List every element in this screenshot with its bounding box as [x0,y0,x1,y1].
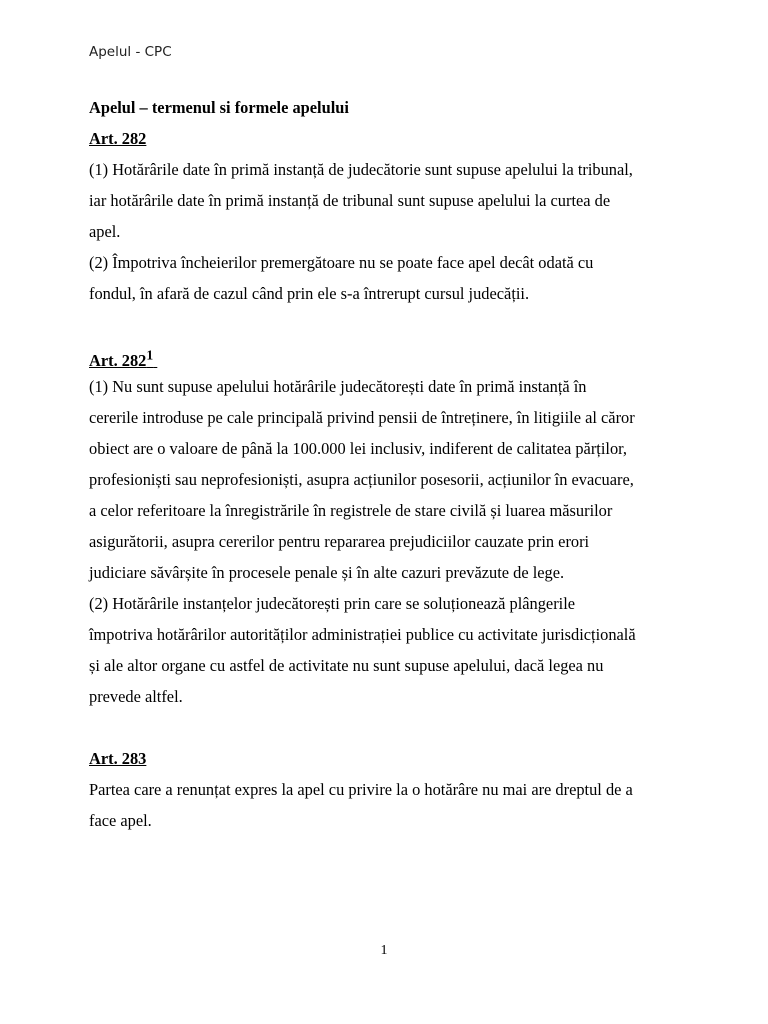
article-text-line: face apel. [89,811,152,830]
article-heading-superscript: 1 [146,348,154,363]
article-text-line: (2) Împotriva încheierilor premergătoare nu se poate face apel decât odată cu [89,253,594,272]
article-text-line: și ale altor organe cu astfel de activitate nu sunt supuse apelului, dacă legea nu [89,656,604,675]
paragraph-spacer [89,712,689,743]
document-title: Apelul – termenul si formele apelului [89,98,349,117]
article-text-line: prevede altfel. [89,687,183,706]
paragraph-spacer [89,309,689,340]
article-heading-text: Art. 282 [89,351,147,371]
article-text-line: Partea care a renunțat expres la apel cu privire la o hotărâre nu mai are dreptul de a [89,780,633,799]
document-body [89,92,689,836]
page-number: 1 [380,943,388,958]
article-heading [89,348,157,371]
article-heading: Art. 282 [89,129,147,148]
page-header: Apelul - CPC [89,44,172,60]
article-heading: Art. 283 [89,749,147,768]
article-text-line: obiect are o valoare de până la 100.000 lei inclusiv, indiferent de calitatea părților, [89,439,628,458]
article-text-line: profesioniști sau neprofesioniști, asupra acțiunilor posesorii, acțiunilor în evacuare, [89,470,634,489]
article-text-line: apel. [89,222,121,241]
article-text-line: fondul, în afară de cazul când prin ele s-a întrerupt cursul judecății. [89,284,530,303]
article-283 [89,743,689,774]
article-text-line: împotriva hotărârilor autorităților administrației publice cu activitate jurisdicțională [89,625,636,644]
article-text-line: (2) Hotărârile instanțelor judecătorești prin care se soluționează plângerile [89,594,576,613]
article-text-line: a celor referitoare la înregistrările în registrele de stare civilă și luarea măsurilor [89,501,613,520]
article-text-line: cererile introduse pe cale principală privind pensii de întreținere, în litigiile al căror [89,408,635,427]
article-text-line: iar hotărârile date în primă instanță de tribunal sunt supuse apelului la curtea de [89,191,611,210]
article-text-line: (1) Nu sunt supuse apelului hotărârile judecătorești date în primă instanță în [89,377,587,396]
article-text-line: (1) Hotărârile date în primă instanță de judecătorie sunt supuse apelului la tribunal, [89,160,633,179]
article-text-line: asigurătorii, asupra cererilor pentru repararea prejudiciilor cauzate prin erori [89,532,590,551]
article-text-line: judiciare săvârșite în procesele penale și în alte cazuri prevăzute de lege. [89,563,565,582]
article-282-1 [89,340,689,371]
article-282 [89,123,689,154]
